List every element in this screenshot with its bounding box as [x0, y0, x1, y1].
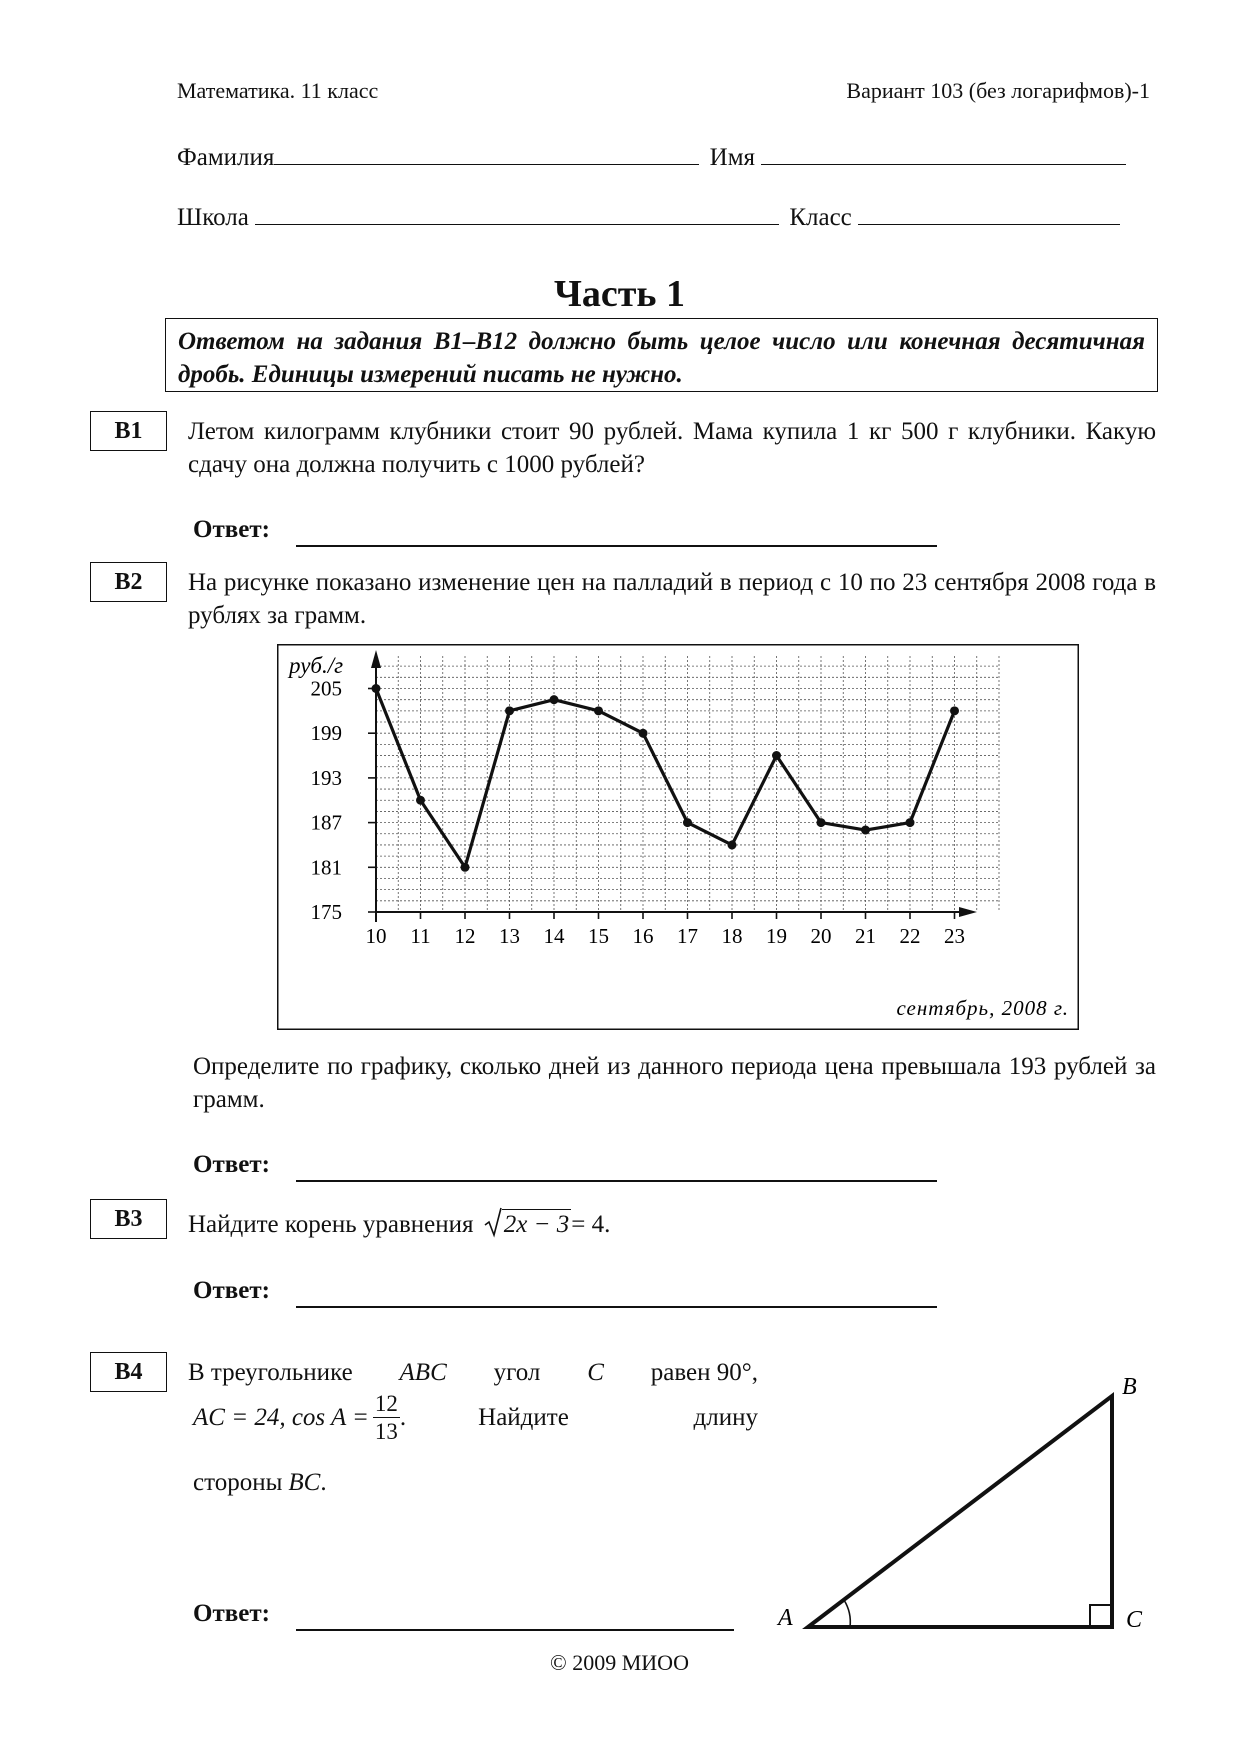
answer-field-b3[interactable]	[296, 1306, 937, 1308]
copyright-footer: © 2009 МИОО	[550, 1650, 689, 1675]
data-point	[950, 706, 959, 715]
task-b2-question: Определите по графику, сколько дней из данного периода цена превышала 193 рублей за грамм.	[193, 1053, 1156, 1113]
data-point	[461, 863, 470, 872]
task-b4-line1	[188, 1356, 758, 1389]
data-point	[817, 818, 826, 827]
surname-label: Фамилия	[177, 144, 275, 171]
part-title: Часть 1	[553, 273, 685, 315]
right-angle-mark	[1090, 1605, 1112, 1627]
instruction-box	[165, 318, 1158, 392]
class-label: Класс	[789, 204, 852, 231]
sqrt-symbol	[484, 1207, 502, 1239]
school-label: Школа	[177, 204, 249, 231]
x-tick-label: 23	[944, 924, 965, 948]
b4-line1-b: угол	[493, 1359, 541, 1386]
x-tick-label: 10	[365, 924, 387, 948]
instruction-text: Ответом на задания В1–В12 должно быть целое число или конечная десятичная дробь. Единицы измерений писать не нужно.	[178, 328, 1145, 388]
vertex-b-label: B	[1122, 1375, 1137, 1400]
x-tick-label: 18	[721, 924, 743, 948]
y-tick-label: 175	[310, 900, 342, 924]
data-point	[416, 796, 425, 805]
subject-header: Математика. 11 класс	[177, 78, 379, 103]
b4-find: Найдите	[478, 1404, 569, 1431]
x-tick-label: 13	[499, 924, 520, 948]
cos-fraction	[373, 1390, 400, 1445]
y-tick-label: 187	[310, 810, 342, 835]
x-tick-label: 20	[810, 924, 832, 948]
sqrt-expression	[484, 1208, 571, 1241]
task-b4-line3	[193, 1466, 327, 1499]
task-tag-b2: В2	[90, 562, 167, 602]
answer-field-b4[interactable]	[296, 1629, 734, 1631]
b4-abc: ABC	[399, 1359, 447, 1386]
task-b3-prompt: Найдите корень уравнения	[188, 1211, 474, 1238]
class-field[interactable]	[858, 202, 1120, 225]
answer-label-b3: Ответ:	[193, 1277, 270, 1304]
data-point	[772, 751, 781, 760]
task-b1-text: Летом килограмм клубники стоит 90 рублей. Мама купила 1 кг 500 г клубники. Какую сдачу она должна получить с 1000 рублей?	[188, 418, 1156, 478]
chart-axes	[371, 650, 977, 922]
triangle-abc	[808, 1396, 1112, 1627]
y-tick-label: 199	[310, 721, 342, 746]
data-point	[728, 840, 737, 849]
name-field[interactable]	[761, 142, 1126, 165]
y-axis-arrow	[371, 650, 381, 668]
b4-side: BC	[288, 1469, 321, 1496]
variant-header: Вариант 103 (без логарифмов)-1	[846, 78, 1150, 103]
chart-frame	[278, 645, 1079, 1030]
task-tag-b4: В4	[90, 1352, 167, 1392]
x-tick-labels	[366, 912, 966, 948]
task-b2-text: На рисунке показано изменение цен на палладий в период с 10 по 23 сентября 2008 года в рублях за грамм.	[188, 569, 1156, 629]
data-point	[594, 706, 603, 715]
data-point	[906, 818, 915, 827]
x-tick-label: 14	[543, 924, 565, 948]
x-axis-arrow	[959, 907, 977, 917]
right-triangle-figure	[770, 1375, 1160, 1635]
data-point	[683, 818, 692, 827]
data-point	[639, 729, 648, 738]
task-b3-text	[188, 1208, 610, 1241]
x-tick-label: 11	[410, 924, 431, 948]
angle-a-arc	[844, 1600, 850, 1627]
b4-side-text: стороны	[193, 1469, 283, 1496]
b4-length: длину	[693, 1404, 758, 1431]
vertex-c-label: C	[1126, 1607, 1143, 1633]
school-fields-row	[177, 202, 1120, 232]
b4-line1-c: равен 90°,	[650, 1359, 758, 1386]
x-tick-label: 22	[899, 924, 921, 948]
x-tick-label: 19	[766, 924, 787, 948]
fraction-denominator: 13	[374, 1419, 398, 1444]
b4-line1-a: В треугольнике	[188, 1359, 353, 1386]
y-tick-label: 193	[310, 765, 342, 790]
b4-dot: .	[320, 1469, 327, 1496]
surname-field[interactable]	[274, 142, 699, 165]
x-tick-label: 17	[677, 924, 698, 948]
b4-c: C	[587, 1359, 604, 1386]
fraction-numerator: 12	[374, 1391, 398, 1416]
task-b4-line2: AC = 24, cos A = $\frac{12}{13}$ . Найдите длину	[193, 1391, 758, 1444]
y-tick-label: 181	[310, 855, 342, 880]
y-tick-label: 205	[310, 676, 342, 701]
school-field[interactable]	[255, 202, 779, 225]
y-tick-labels	[311, 677, 377, 925]
b4-ac-eq: AC = 24, cos A =	[193, 1404, 369, 1431]
equation-end: .	[604, 1211, 611, 1238]
answer-label-b2: Ответ:	[193, 1151, 270, 1178]
task-tag-b3: В3	[90, 1199, 167, 1239]
answer-field-b1[interactable]	[296, 545, 937, 547]
answer-label-b4: Ответ:	[193, 1600, 270, 1627]
x-tick-label: 12	[454, 924, 476, 948]
equation-rhs: = 4	[571, 1211, 605, 1238]
answer-field-b2[interactable]	[296, 1180, 937, 1182]
chart-grid	[376, 656, 999, 912]
palladium-price-chart	[277, 644, 1079, 1030]
name-label: Имя	[709, 144, 756, 171]
answer-label-b1: Ответ:	[193, 516, 270, 543]
x-tick-label: 21	[855, 924, 876, 948]
task-tag-b1: В1	[90, 411, 167, 451]
name-fields-row	[177, 142, 1126, 172]
y-axis-label: руб./г	[289, 653, 344, 678]
sqrt-radicand: 2x − 3	[503, 1211, 570, 1238]
data-point	[550, 695, 559, 704]
data-point	[505, 706, 514, 715]
x-tick-label: 15	[588, 924, 609, 948]
x-axis-label: сентябрь, 2008 г.	[896, 996, 1069, 1020]
data-point	[861, 826, 870, 835]
vertex-a-label: A	[778, 1605, 793, 1631]
data-point	[372, 684, 381, 693]
x-tick-label: 16	[632, 924, 654, 948]
